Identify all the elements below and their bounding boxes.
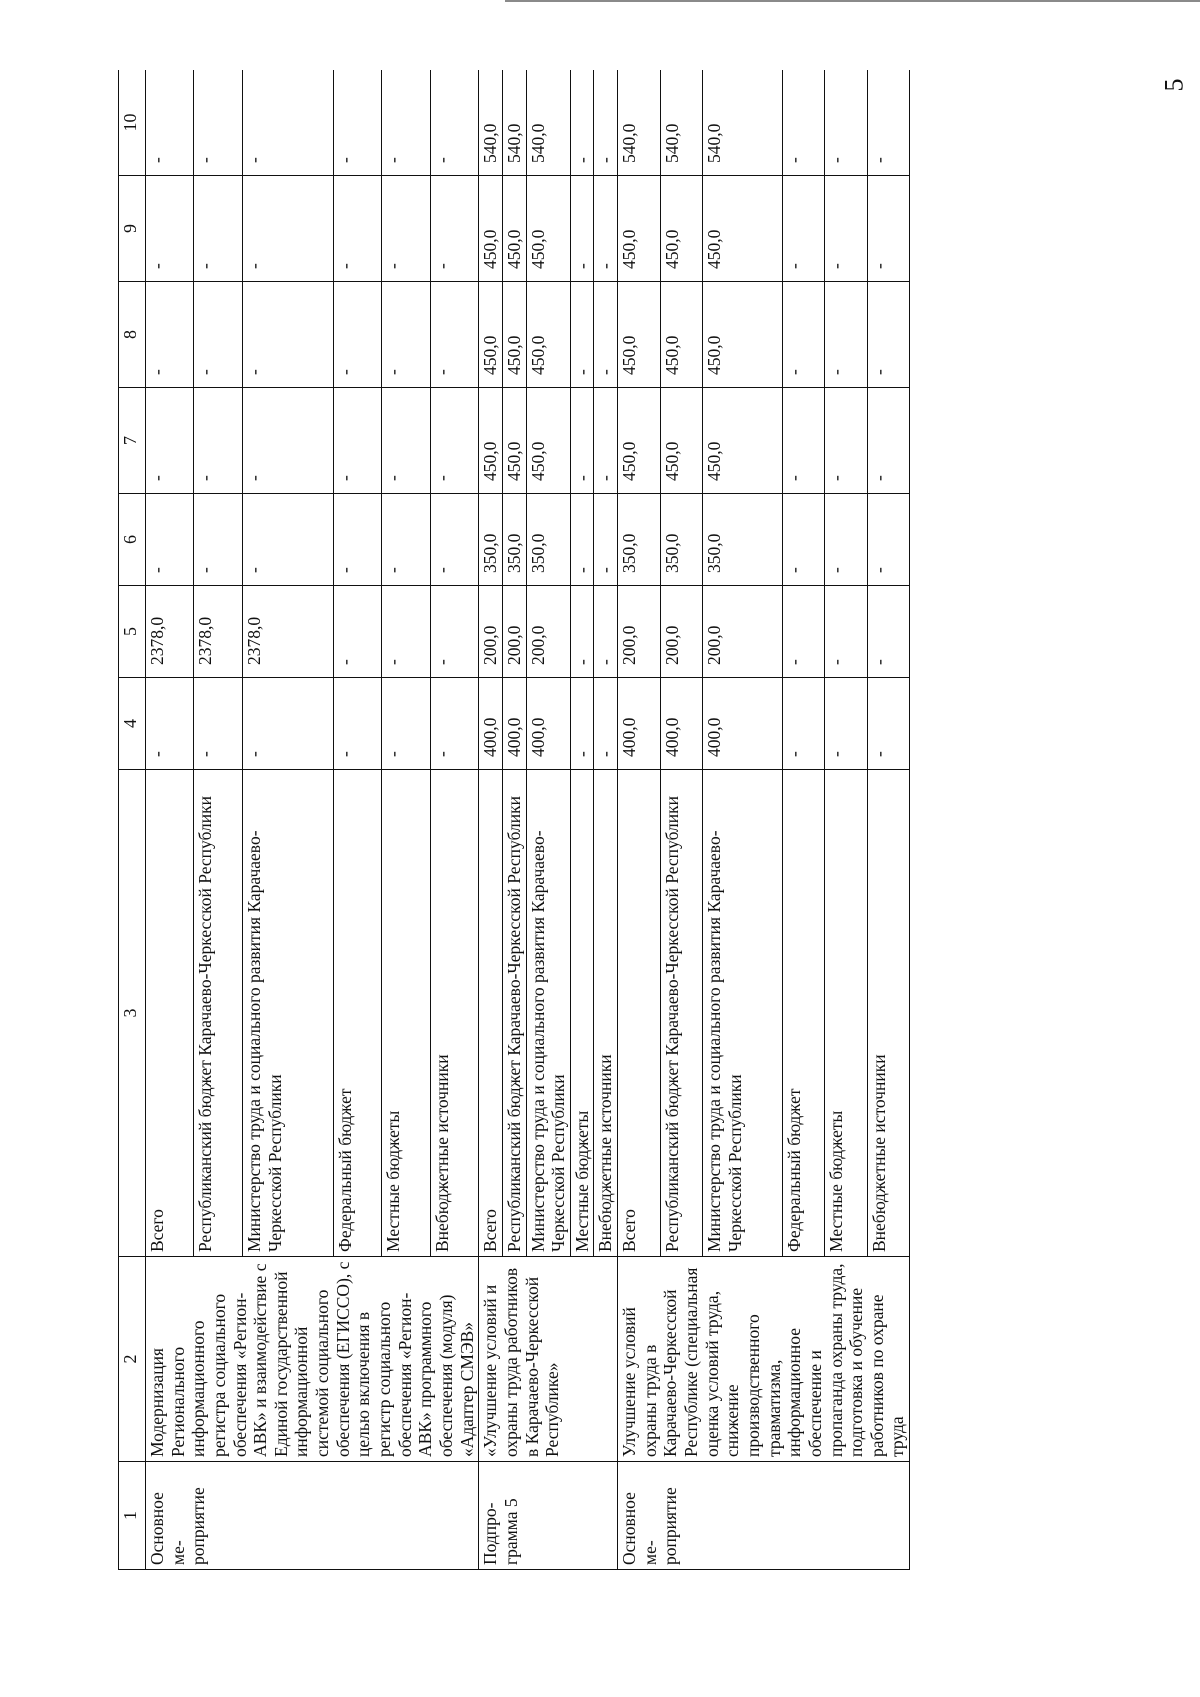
- funding-source-cell: Местные бюджеты: [570, 770, 594, 1257]
- value-cell: -: [594, 586, 618, 678]
- funding-source-cell: Внебюджетные источники: [430, 770, 479, 1257]
- value-cell: 350,0: [618, 494, 660, 586]
- value-cell: 400,0: [479, 678, 503, 770]
- value-cell: 450,0: [703, 176, 783, 282]
- value-cell: -: [570, 282, 594, 388]
- value-cell: -: [194, 282, 242, 388]
- value-cell: -: [146, 678, 194, 770]
- value-cell: -: [867, 494, 910, 586]
- value-cell: -: [825, 70, 867, 176]
- column-header: 7: [119, 388, 146, 494]
- value-cell: 2378,0: [146, 586, 194, 678]
- funding-source-cell: Всего: [146, 770, 194, 1257]
- value-cell: 540,0: [502, 70, 526, 176]
- value-cell: -: [594, 678, 618, 770]
- value-cell: -: [242, 678, 333, 770]
- value-cell: -: [194, 70, 242, 176]
- value-cell: -: [333, 388, 381, 494]
- table-row: [618, 70, 660, 1570]
- value-cell: 200,0: [703, 586, 783, 678]
- value-cell: 450,0: [526, 282, 570, 388]
- value-cell: -: [782, 176, 824, 282]
- value-cell: -: [382, 388, 430, 494]
- funding-source-cell: Федеральный бюджет: [333, 770, 381, 1257]
- value-cell: -: [430, 586, 479, 678]
- value-cell: 450,0: [660, 176, 702, 282]
- table-row: [146, 70, 194, 1570]
- value-cell: -: [782, 494, 824, 586]
- value-cell: 450,0: [479, 176, 503, 282]
- value-cell: -: [242, 70, 333, 176]
- value-cell: -: [867, 176, 910, 282]
- value-cell: 350,0: [526, 494, 570, 586]
- value-cell: -: [333, 586, 381, 678]
- column-header: 2: [119, 1257, 146, 1462]
- column-header: 8: [119, 282, 146, 388]
- value-cell: 400,0: [526, 678, 570, 770]
- value-cell: -: [594, 494, 618, 586]
- value-cell: -: [782, 586, 824, 678]
- value-cell: 540,0: [526, 70, 570, 176]
- column-header: 6: [119, 494, 146, 586]
- rotated-area: [118, 70, 1138, 1570]
- value-cell: -: [594, 282, 618, 388]
- value-cell: -: [146, 282, 194, 388]
- value-cell: -: [146, 176, 194, 282]
- value-cell: -: [430, 388, 479, 494]
- value-cell: 450,0: [618, 176, 660, 282]
- value-cell: 350,0: [502, 494, 526, 586]
- value-cell: -: [333, 494, 381, 586]
- funding-source-cell: Республиканский бюджет Карачаево-Черкесской Республики: [194, 770, 242, 1257]
- value-cell: -: [825, 494, 867, 586]
- value-cell: -: [570, 494, 594, 586]
- value-cell: -: [570, 586, 594, 678]
- funding-source-cell: Республиканский бюджет Карачаево-Черкесской Республики: [660, 770, 702, 1257]
- value-cell: -: [594, 70, 618, 176]
- value-cell: 350,0: [660, 494, 702, 586]
- row-type-cell: Основное ме-роприятие: [146, 1462, 479, 1570]
- column-header: 10: [119, 70, 146, 176]
- value-cell: -: [430, 282, 479, 388]
- value-cell: 540,0: [618, 70, 660, 176]
- value-cell: -: [333, 678, 381, 770]
- funding-source-cell: Всего: [479, 770, 503, 1257]
- value-cell: 450,0: [479, 388, 503, 494]
- value-cell: 450,0: [660, 388, 702, 494]
- value-cell: 400,0: [703, 678, 783, 770]
- column-header: 1: [119, 1462, 146, 1570]
- value-cell: -: [782, 282, 824, 388]
- value-cell: -: [382, 586, 430, 678]
- funding-source-cell: Местные бюджеты: [825, 770, 867, 1257]
- value-cell: 200,0: [526, 586, 570, 678]
- value-cell: -: [867, 388, 910, 494]
- column-header: 4: [119, 678, 146, 770]
- column-header: 3: [119, 770, 146, 1257]
- budget-table: [118, 70, 910, 1570]
- value-cell: 540,0: [660, 70, 702, 176]
- table-row: [479, 70, 503, 1570]
- column-header: 9: [119, 176, 146, 282]
- value-cell: 200,0: [479, 586, 503, 678]
- value-cell: 450,0: [526, 176, 570, 282]
- value-cell: -: [382, 176, 430, 282]
- value-cell: -: [242, 494, 333, 586]
- top-rule: [505, 0, 1200, 2]
- value-cell: -: [242, 388, 333, 494]
- value-cell: 400,0: [618, 678, 660, 770]
- row-type-cell: Подпро-грамма 5: [479, 1462, 618, 1570]
- value-cell: -: [242, 176, 333, 282]
- value-cell: -: [194, 176, 242, 282]
- value-cell: -: [594, 176, 618, 282]
- value-cell: 450,0: [502, 388, 526, 494]
- value-cell: -: [867, 586, 910, 678]
- value-cell: -: [146, 388, 194, 494]
- funding-source-cell: Министерство труда и социального развития Карачаево-Черкесской Республики: [703, 770, 783, 1257]
- value-cell: -: [382, 678, 430, 770]
- value-cell: -: [382, 70, 430, 176]
- row-name-cell: Улучшение условий охраны труда в Карачаево-Черкесской Республике (специальная оценка условий труда, снижение производственного травматизма, информационное обеспечение и пропаганда охраны труда, подготовка и обучение работников по охране труда: [618, 1257, 910, 1462]
- value-cell: 200,0: [660, 586, 702, 678]
- value-cell: 450,0: [618, 388, 660, 494]
- page-number: 5: [1159, 78, 1189, 92]
- value-cell: 450,0: [526, 388, 570, 494]
- row-name-cell: «Улучшение условий и охраны труда работников в Карачаево-Черкесской Республике»: [479, 1257, 618, 1462]
- value-cell: 200,0: [502, 586, 526, 678]
- value-cell: 450,0: [618, 282, 660, 388]
- funding-source-cell: Всего: [618, 770, 660, 1257]
- row-name-cell: Модернизация Регионального информационного регистра социального обеспечения «Регион-АВК» и взаимодействие с Единой государственной информационной системой социального обеспечения (ЕГИССО), с целью включения в регистр социального обеспечения «Регион-АВК» программного обеспечения (модуля) «Адаптер СМЭВ»: [146, 1257, 479, 1462]
- value-cell: -: [333, 282, 381, 388]
- value-cell: 350,0: [479, 494, 503, 586]
- value-cell: -: [194, 494, 242, 586]
- value-cell: -: [146, 70, 194, 176]
- funding-source-cell: Республиканский бюджет Карачаево-Черкесской Республики: [502, 770, 526, 1257]
- value-cell: -: [382, 282, 430, 388]
- header-row: [119, 70, 146, 1570]
- value-cell: -: [867, 678, 910, 770]
- value-cell: -: [242, 282, 333, 388]
- value-cell: -: [430, 494, 479, 586]
- funding-source-cell: Министерство труда и социального развития Карачаево-Черкесской Республики: [242, 770, 333, 1257]
- value-cell: 540,0: [479, 70, 503, 176]
- value-cell: -: [825, 678, 867, 770]
- value-cell: -: [194, 678, 242, 770]
- value-cell: -: [333, 176, 381, 282]
- value-cell: 450,0: [502, 282, 526, 388]
- funding-source-cell: Министерство труда и социального развития Карачаево-Черкесской Республики: [526, 770, 570, 1257]
- value-cell: -: [333, 70, 381, 176]
- value-cell: -: [570, 176, 594, 282]
- table-body: [119, 70, 910, 1570]
- value-cell: -: [782, 678, 824, 770]
- value-cell: -: [146, 494, 194, 586]
- value-cell: -: [782, 388, 824, 494]
- value-cell: 350,0: [703, 494, 783, 586]
- value-cell: 450,0: [502, 176, 526, 282]
- value-cell: -: [867, 70, 910, 176]
- table-wrap: [118, 70, 1138, 1570]
- value-cell: -: [825, 388, 867, 494]
- funding-source-cell: Внебюджетные источники: [867, 770, 910, 1257]
- value-cell: -: [430, 678, 479, 770]
- row-type-cell: Основное ме-роприятие: [618, 1462, 910, 1570]
- value-cell: 400,0: [660, 678, 702, 770]
- value-cell: 540,0: [703, 70, 783, 176]
- value-cell: -: [825, 176, 867, 282]
- value-cell: 450,0: [479, 282, 503, 388]
- value-cell: -: [782, 70, 824, 176]
- value-cell: -: [570, 388, 594, 494]
- value-cell: 450,0: [660, 282, 702, 388]
- value-cell: -: [194, 388, 242, 494]
- value-cell: 450,0: [703, 282, 783, 388]
- funding-source-cell: Федеральный бюджет: [782, 770, 824, 1257]
- value-cell: -: [825, 586, 867, 678]
- value-cell: -: [594, 388, 618, 494]
- value-cell: -: [430, 70, 479, 176]
- value-cell: -: [382, 494, 430, 586]
- value-cell: 200,0: [618, 586, 660, 678]
- value-cell: 400,0: [502, 678, 526, 770]
- value-cell: -: [867, 282, 910, 388]
- funding-source-cell: Местные бюджеты: [382, 770, 430, 1257]
- value-cell: -: [430, 176, 479, 282]
- funding-source-cell: Внебюджетные источники: [594, 770, 618, 1257]
- value-cell: 450,0: [703, 388, 783, 494]
- value-cell: -: [570, 70, 594, 176]
- value-cell: 2378,0: [194, 586, 242, 678]
- value-cell: 2378,0: [242, 586, 333, 678]
- column-header: 5: [119, 586, 146, 678]
- value-cell: -: [825, 282, 867, 388]
- value-cell: -: [570, 678, 594, 770]
